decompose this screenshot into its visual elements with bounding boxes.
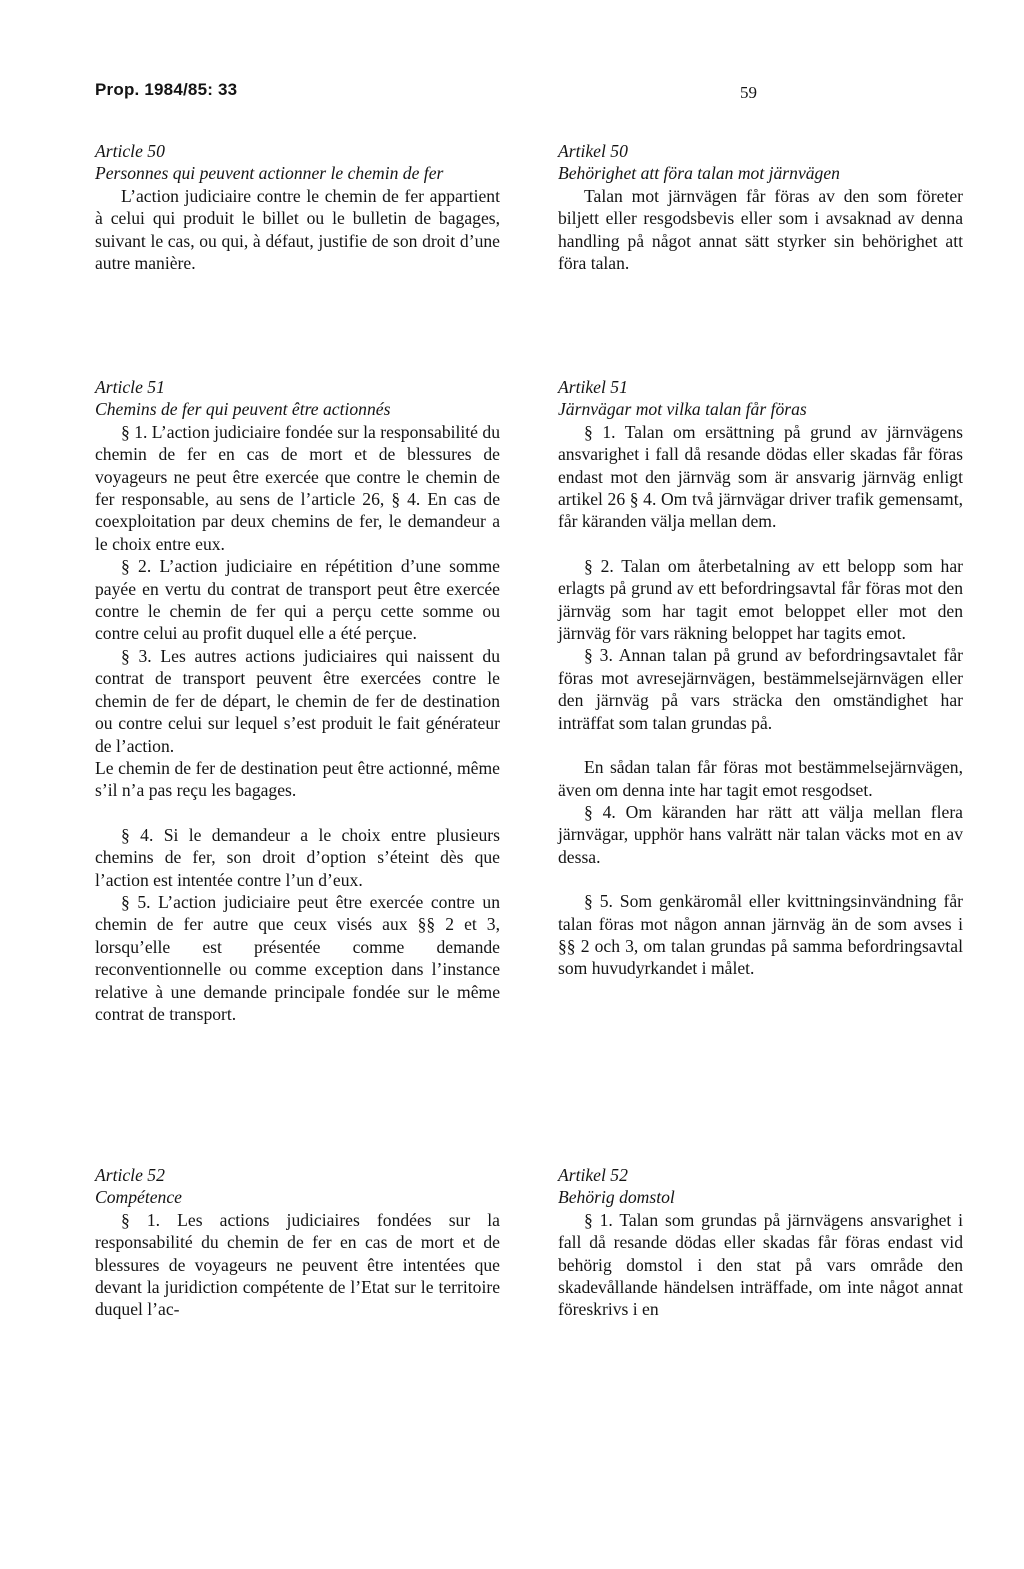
article-paragraph: § 1. Les actions judiciaires fondées sur la responsabilité du chemin de fer en cas de mort et de blessures de voyageurs ne peuvent être intentées que devant la juridiction compétente de l’Etat sur le territoire duquel l’ac-: [95, 1209, 500, 1320]
article-paragraph: § 3. Les autres actions judiciaires qui naissent du contrat de transport peuvent être exercées contre le chemin de fer de départ, le chemin de fer de destination ou contre celui sur lequel s’est produit le fait générateur de l’action.: [95, 645, 500, 756]
article-number: Artikel 51: [558, 377, 628, 397]
article-title: Behörighet att föra talan mot järnvägen: [558, 163, 840, 184]
page-number: 59: [740, 83, 757, 102]
article-paragraph: § 3. Annan talan på grund av befordringsavtalet får föras mot avresejärnvägen, bestämmelsejärnvägen eller den järnväg på vars sträcka den omständighet har inträffat som talan grundas på.: [558, 645, 963, 733]
article-title: Personnes qui peuvent actionner le chemin de fer: [95, 163, 444, 184]
article-number: Article 51: [95, 377, 165, 397]
article-title: Compétence: [95, 1187, 182, 1208]
article-title: Behörig domstol: [558, 1187, 675, 1208]
article-paragraph: § 2. L’action judiciaire en répétition d’une somme payée en vertu du contrat de transport peut être exercée contre le chemin de fer qui a perçu cette somme ou contre celui au profit duquel elle a été perçue.: [95, 556, 500, 644]
swedish-article-51: [558, 376, 963, 1164]
article-paragraph: L’action judiciaire contre le chemin de fer appartient à celui qui produit le billet ou le bulletin de bagages, suivant le cas, ou qui, à défaut, justifie de son droit d’une autre manière.: [95, 185, 500, 274]
article-paragraph: § 5. L’action judiciaire peut être exercée contre un chemin de fer autre que ceux visés aux §§ 2 et 3, lorsqu’elle est présentée comme demande reconventionnelle ou comme exception dans l’instance relative à une demande principale fondée sur le même contrat de transport.: [95, 891, 500, 1024]
header-left: Prop. 1984/85: 33: [95, 80, 238, 99]
article-paragraph: Talan mot järnvägen får föras av den som företer biljett eller resgodsbevis eller som i avsaknad av denna handling på något annat sätt styrker sin behörighet att föra talan.: [558, 185, 963, 274]
swedish-article-50: [558, 140, 963, 376]
swedish-column: [558, 140, 963, 1321]
article-number: Artikel 52: [558, 1165, 628, 1185]
french-column: [95, 140, 500, 1321]
article-paragraph: En sådan talan får föras mot bestämmelsejärnvägen, även om denna inte har tagit emot resgodset.: [558, 757, 963, 800]
article-paragraph: § 4. Om käranden har rätt att välja mellan flera järnvägar, upphör hans valrätt när talan väcks mot en av dessa.: [558, 801, 963, 867]
article-title: Järnvägar mot vilka talan får föras: [558, 399, 807, 420]
article-paragraph: § 4. Si le demandeur a le choix entre plusieurs chemins de fer, son droit d’option s’éteint dès que l’action est intentée contre l’un d’eux.: [95, 824, 500, 890]
article-number: Artikel 50: [558, 141, 628, 161]
article-paragraph: § 2. Talan om återbetalning av ett belopp som har erlagts på grund av ett befordringsavtal får föras mot den järnväg som har tagit emot beloppet eller mot den järnväg för vars räkning beloppet har tagits emot.: [558, 555, 963, 644]
swedish-article-52: [558, 1164, 963, 1321]
french-article-52: [95, 1164, 500, 1321]
article-number: Article 50: [95, 141, 165, 161]
french-article-50: [95, 140, 500, 376]
article-title: Chemins de fer qui peuvent être actionnés: [95, 399, 391, 420]
article-paragraph: § 1. L’action judiciaire fondée sur la responsabilité du chemin de fer en cas de mort et de blessures de voyageurs ne peut être exercée que contre le chemin de fer responsable, au sens de l’article 26, § 4. En cas de coexploitation par deux chemins de fer, le demandeur a le choix entre eux.: [95, 421, 500, 554]
article-paragraph: § 5. Som genkäromål eller kvittningsinvändning får talan föras mot någon annan järnväg än de som avses i §§ 2 och 3, om talan grundas på samma befordringsavtal som huvudyrkandet i målet.: [558, 891, 963, 979]
french-article-51: [95, 376, 500, 1164]
article-paragraph: § 1. Talan om ersättning på grund av järnvägens ansvarighet i fall då resande dödas eller skadas får föras endast mot den järnväg som är ansvarig järnväg enligt artikel 26 § 4. Om två järnvägar driver trafik gemensamt, får käranden välja mellan dem.: [558, 421, 963, 532]
article-paragraph: § 1. Talan som grundas på järnvägens ansvarighet i fall då resande dödas eller skadas får föras endast vid behörig domstol i den stat på vars område den skadevållande händelsen inträffade, om inte något annat föreskrivs i en: [558, 1209, 963, 1320]
article-number: Article 52: [95, 1165, 165, 1185]
article-paragraph: Le chemin de fer de destination peut être actionné, même s’il n’a pas reçu les bagages.: [95, 757, 500, 801]
